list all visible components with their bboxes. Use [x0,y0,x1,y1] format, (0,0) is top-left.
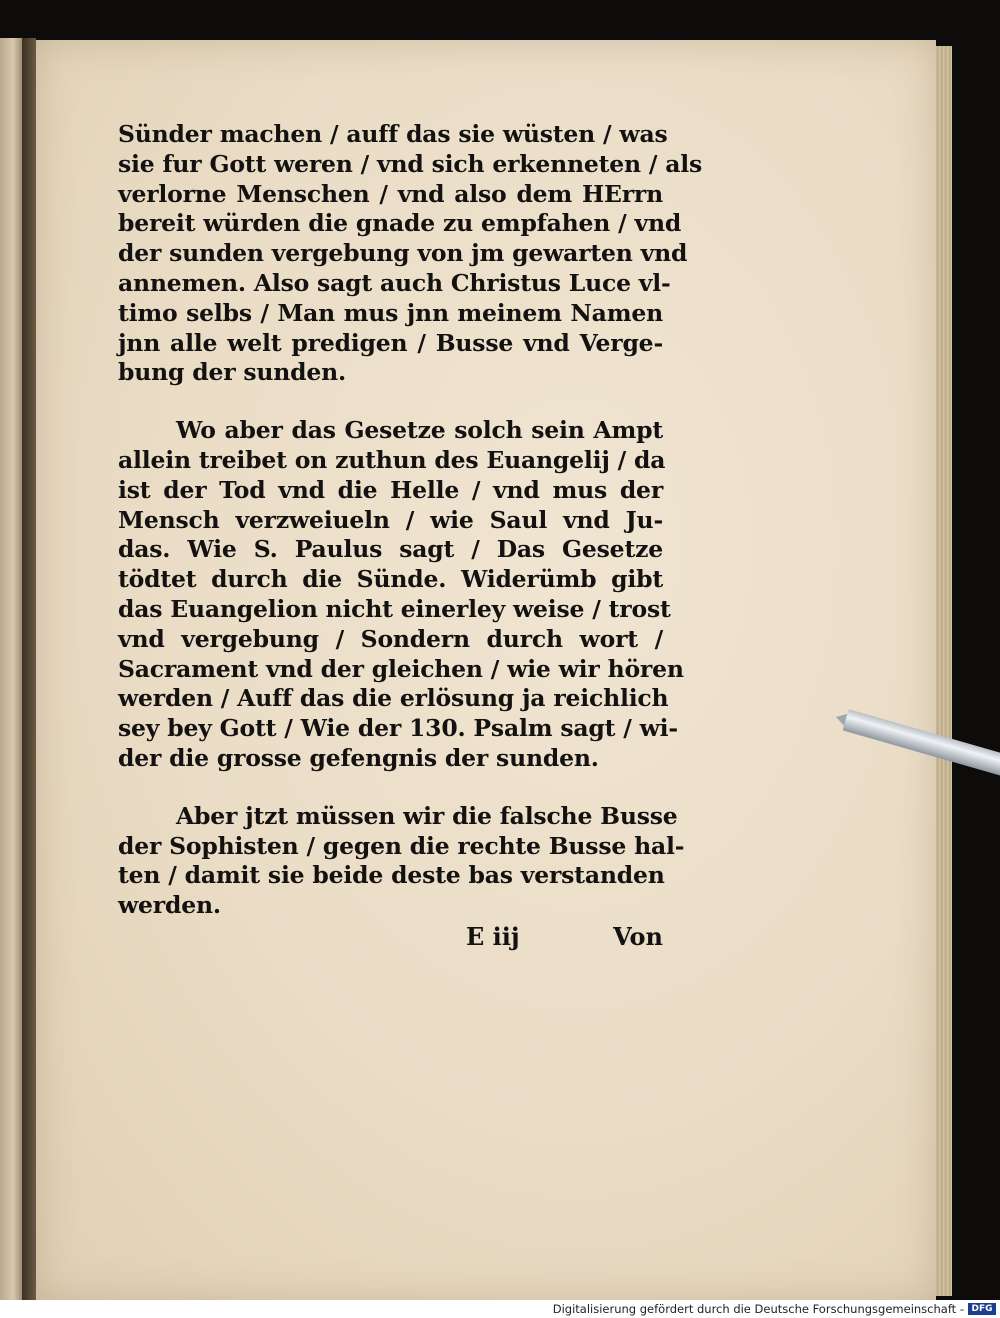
facing-page-edge [0,38,22,1300]
text-line: Mensch verzweiueln / wie Saul vnd Ju- [118,505,663,534]
text-line: allein treibet on zuthun des Euangelij / da [118,445,666,474]
text-line: annemen. Also sagt auch Christus Luce vl- [118,268,671,297]
text-line: der die grosse gefengnis der sunden. [118,743,599,772]
dfg-logo: DFG [968,1303,996,1315]
text-line: bereit würden die gnade zu empfahen / vnd [118,209,682,238]
text-line: jnn alle welt predigen / Busse vnd Verge- [118,328,663,357]
text-line: der sunden vergebung von jm gewarten vnd [118,239,688,268]
text-line: das Euangelion nicht einerley weise / trost [118,594,671,623]
text-line: vnd vergebung / Sondern durch wort / [118,624,663,653]
funding-credit: Digitalisierung gefördert durch die Deutsche Forschungsgemeinschaft - [552,1302,964,1316]
catchword: Von [613,922,663,951]
page-text [118,120,703,921]
page-stack-edges [936,46,952,1296]
text-line: tödtet durch die Sünde. Widerümb gibt [118,565,663,594]
text-line: Wo aber das Gesetze solch sein Ampt [176,416,663,445]
text-line: timo selbs / Man mus jnn meinem Namen [118,298,663,327]
text-line: verlorne Menschen / vnd also dem HErrn [118,179,663,208]
page-footer [118,922,663,958]
text-line: Aber jtzt müssen wir die falsche Busse [176,801,678,830]
text-line: werden. [118,891,221,920]
signature-mark: E iij [466,922,520,951]
book-gutter [22,38,36,1300]
text-line: Sünder machen / auff das sie wüsten / was [118,120,668,148]
text-line: das. Wie S. Paulus sagt / Das Gesetze [118,535,663,564]
text-line: werden / Auff das die erlösung ja reichlich [118,684,669,713]
text-line: der Sophisten / gegen die rechte Busse hal- [118,831,685,860]
text-line: ten / damit sie beide deste bas verstanden [118,861,665,890]
text-line: bung der sunden. [118,358,347,387]
text-line: Sacrament vnd der gleichen / wie wir hören [118,654,684,683]
text-line: sie fur Gott weren / vnd sich erkenneten / als [118,149,703,178]
text-line: sey bey Gott / Wie der 130. Psalm sagt / wi- [118,714,678,743]
text-line: ist der Tod vnd die Helle / vnd mus der [118,475,663,504]
